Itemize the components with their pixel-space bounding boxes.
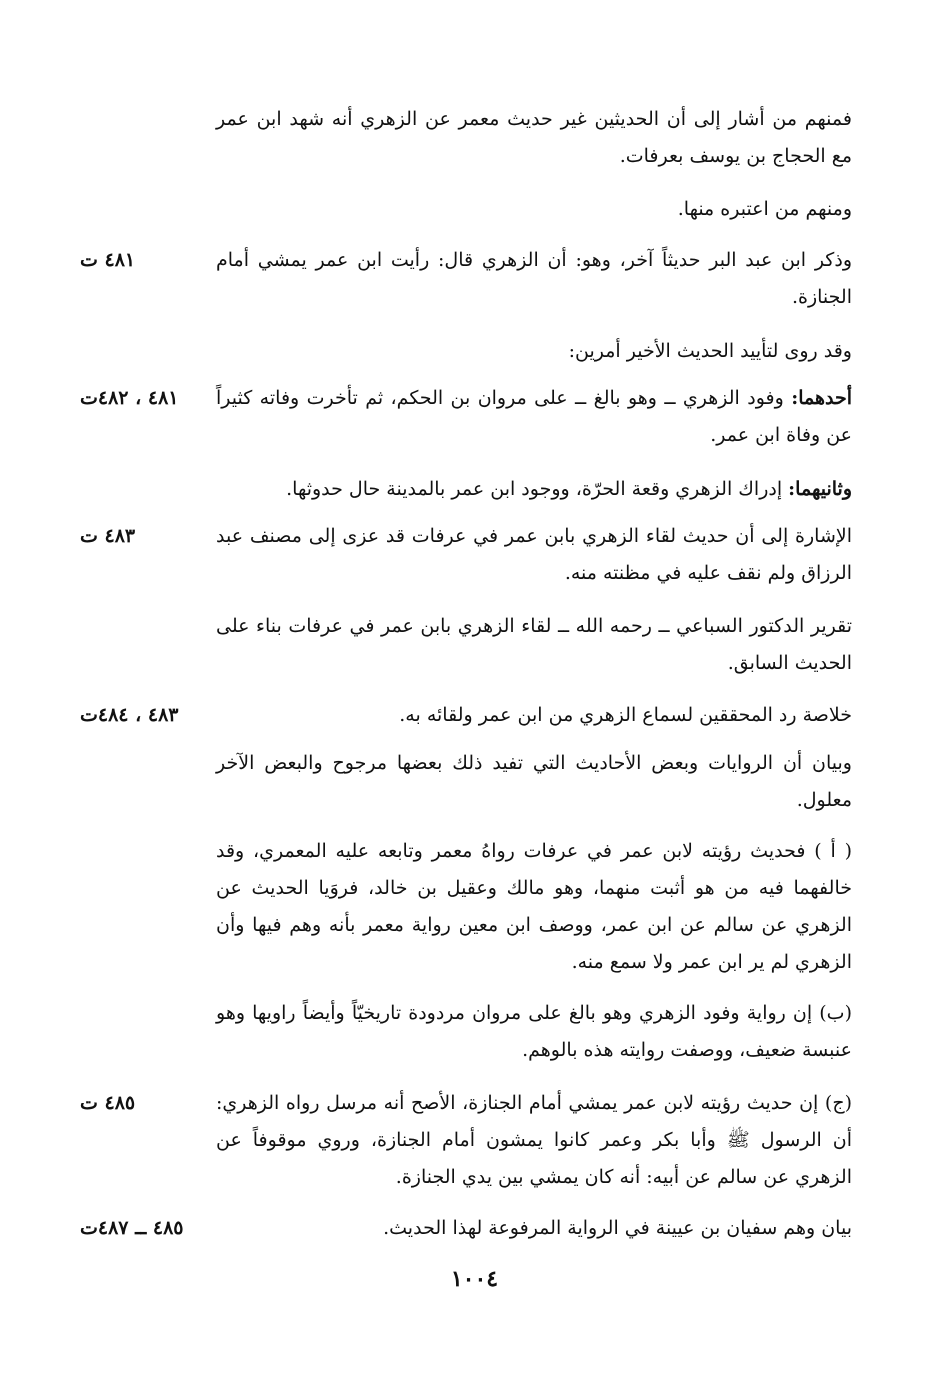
paragraph-text: خلاصة رد المحققين لسماع الزهري من ابن عمر ولقائه به. [399, 704, 852, 726]
margin-reference: ٤٨٥ ت [80, 1092, 136, 1114]
margin-reference: ٤٨٣ ت [80, 525, 136, 547]
paragraph-lead: وثانيهما: [788, 478, 852, 500]
paragraph-text: بيان وهم سفيان بن عيينة في الرواية المرفوعة لهذا الحديث. [383, 1217, 852, 1239]
paragraph-text: وذكر ابن عبد البر حديثاً آخر، وهو: أن الزهري قال: رأيت ابن عمر يمشي أمام الجنازة. [216, 249, 852, 308]
paragraph-text: تقرير الدكتور السباعي ــ رحمه الله ــ لقاء الزهري بابن عمر في عرفات بناء على الحديث السابق. [216, 615, 852, 674]
paragraph-text: (ج) إن حديث رؤيته لابن عمر يمشي أمام الجنازة، الأصح أنه مرسل رواه الزهري: أن الرسول ﷺ وأبا بكر وعمر كانوا يمشون أمام الجنازة، وروي موقوفاً عن الزهري عن سالم عن أبيه: أنه كان يمشي بين يدي الجنازة. [216, 1092, 853, 1188]
paragraph-lead: أحدهما: [791, 387, 852, 409]
page-number: ١٠٠٤ [450, 1266, 499, 1292]
margin-reference: ٤٨١ ، ٤٨٢ت [80, 387, 179, 409]
paragraph-text: فمنهم من أشار إلى أن الحديثين غير حديث معمر عن الزهري أنه شهد ابن عمر مع الحجاج بن يوسف بعرفات. [216, 108, 852, 167]
paragraph-text: ومنهم من اعتبره منها. [677, 198, 852, 220]
margin-reference: ٤٨١ ت [80, 249, 136, 271]
paragraph-text: وبيان أن الروايات وبعض الأحاديث التي تفيد ذلك بعضها مرجوح والبعض الآخر معلول. [216, 752, 852, 811]
paragraph-text [216, 471, 852, 508]
paragraph-text: (ب) إن رواية وفود الزهري وهو بالغ على مروان مردودة تاريخيّاً وأيضاً راويها وهو عنبسة ضعيف، ووصفت روايته هذه بالوهم. [216, 1002, 852, 1061]
paragraph-text: الإشارة إلى أن حديث لقاء الزهري بابن عمر في عرفات قد عزى إلى مصنف عبد الرزاق ولم نقف عليه في مظنته منه. [216, 525, 852, 584]
margin-reference: ٤٨٥ ــ ٤٨٧ت [80, 1217, 184, 1239]
paragraph-text: وقد روى لتأييد الحديث الأخير أمرين: [568, 340, 852, 362]
paragraph-body: إدراك الزهري وقعة الحرّة، ووجود ابن عمر بالمدينة حال حدوثها. [286, 478, 789, 500]
paragraph-text [216, 380, 852, 454]
paragraph-body: وفود الزهري ــ وهو بالغ ــ على مروان بن الحكم، ثم تأخرت وفاته كثيراً عن وفاة ابن عمر. [216, 387, 852, 446]
margin-reference: ٤٨٣ ، ٤٨٤ت [80, 704, 179, 726]
paragraph-text: ( أ ) فحديث رؤيته لابن عمر في عرفات رواهُ معمر وتابعه عليه المعمري، وقد خالفهما فيه من هو أثبت منهما، وهو مالك وعقيل بن خالد، فروَيا الحديث عن الزهري عن سالم عن ابن عمر، ووصف ابن معين رواية معمر بأنه وهم فيها وأن الزهري لم ير ابن عمر ولا سمع منه. [216, 840, 852, 973]
